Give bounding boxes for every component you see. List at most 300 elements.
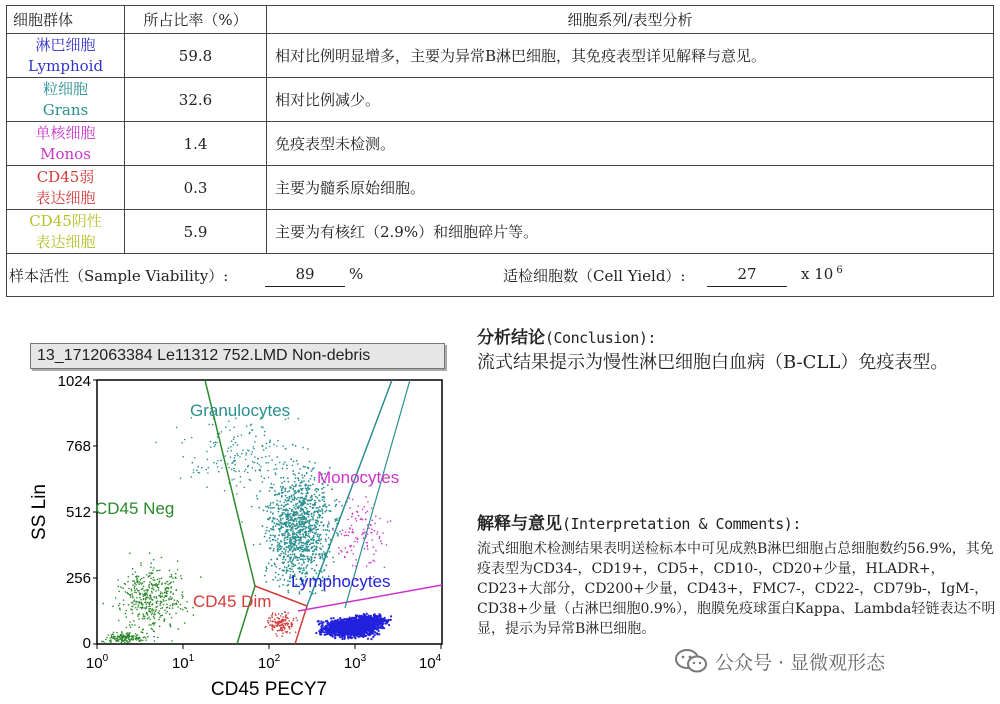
scatter-point (273, 522, 275, 524)
scatter-point (162, 615, 164, 617)
scatter-point (285, 549, 287, 551)
scatter-point (271, 615, 273, 617)
scatter-point (300, 558, 302, 560)
scatter-point (275, 494, 277, 496)
scatter-point (363, 529, 365, 531)
scatter-point (319, 517, 321, 519)
scatter-point (268, 563, 270, 565)
scatter-point (273, 507, 275, 509)
scatter-point (313, 514, 315, 516)
scatter-point (272, 525, 274, 527)
scatter-point (295, 477, 297, 479)
scatter-point (377, 531, 379, 533)
scatter-point (285, 631, 287, 633)
scatter-point (332, 528, 334, 530)
scatter-point (258, 464, 260, 466)
scatter-point (308, 480, 310, 482)
scatter-point (376, 632, 378, 634)
scatter-point (155, 610, 157, 612)
scatter-point (312, 531, 314, 533)
scatter-point (252, 467, 254, 469)
scatter-point (373, 553, 375, 555)
scatter-point (267, 620, 269, 622)
scatter-point (126, 640, 128, 642)
scatter-point (134, 586, 136, 588)
scatter-point (367, 533, 369, 535)
scatter-point (297, 507, 299, 509)
scatter-point (139, 602, 141, 604)
scatter-point (305, 488, 307, 490)
flow-cytometry-plot (15, 338, 445, 704)
scatter-point (129, 641, 131, 643)
plot-title: 13_1712063384 Le11312 752.LMD Non-debris (30, 343, 445, 369)
viability-unit: % (349, 265, 364, 283)
scatter-point (314, 569, 316, 571)
scatter-point (302, 542, 304, 544)
scatter-point (313, 507, 315, 509)
scatter-point (273, 468, 275, 470)
scatter-point (282, 632, 284, 634)
scatter-point (276, 500, 278, 502)
scatter-point (279, 568, 281, 570)
scatter-point (355, 518, 357, 520)
scatter-point (281, 623, 283, 625)
scatter-point (169, 570, 171, 572)
scatter-point (277, 545, 279, 547)
scatter-point (274, 518, 276, 520)
scatter-point (141, 578, 143, 580)
scatter-point (347, 535, 349, 537)
scatter-point (308, 485, 310, 487)
scatter-point (245, 459, 247, 461)
scatter-point (374, 561, 376, 563)
scatter-point (217, 466, 219, 468)
scatter-point (136, 609, 138, 611)
scatter-point (292, 550, 294, 552)
scatter-point (307, 504, 309, 506)
scatter-point (357, 624, 359, 626)
scatter-point (147, 594, 149, 596)
scatter-point (278, 625, 280, 627)
scatter-point (134, 591, 136, 593)
scatter-point (272, 621, 274, 623)
scatter-point (153, 616, 155, 618)
scatter-point (129, 621, 131, 623)
scatter-point (286, 530, 288, 532)
scatter-point (138, 604, 140, 606)
scatter-point (159, 625, 161, 627)
scatter-point (112, 605, 114, 607)
scatter-point (294, 513, 296, 515)
scatter-point (139, 582, 141, 584)
scatter-point (305, 518, 307, 520)
scatter-point (239, 456, 241, 458)
x-axis-label: CD45 PECY7 (210, 679, 328, 700)
scatter-point (154, 585, 156, 587)
scatter-point (310, 478, 312, 480)
population-name-en: 表达细胞 (35, 232, 96, 251)
scatter-point (274, 536, 276, 538)
scatter-point (292, 536, 294, 538)
scatter-point (151, 583, 153, 585)
scatter-point (348, 531, 350, 533)
scatter-point (355, 619, 357, 621)
scatter-point (154, 596, 156, 598)
scatter-point (255, 435, 257, 437)
scatter-point (231, 479, 233, 481)
scatter-point (136, 582, 138, 584)
scatter-point (122, 587, 124, 589)
scatter-point (271, 459, 273, 461)
scatter-point (380, 540, 382, 542)
scatter-point (167, 587, 169, 589)
scatter-point (228, 467, 230, 469)
scatter-point (298, 532, 300, 534)
scatter-point (106, 637, 108, 639)
scatter-point (374, 621, 376, 623)
scatter-point (278, 630, 280, 632)
scatter-point (279, 549, 281, 551)
scatter-point (111, 637, 113, 639)
scatter-point (152, 572, 154, 574)
scatter-point (163, 604, 165, 606)
scatter-point (293, 505, 295, 507)
scatter-point (289, 545, 291, 547)
scatter-point (273, 529, 275, 531)
scatter-point (152, 587, 154, 589)
scatter-point (133, 635, 135, 637)
scatter-point (241, 521, 243, 523)
scatter-point (355, 616, 357, 618)
scatter-point (341, 505, 343, 507)
scatter-point (383, 619, 385, 621)
scatter-point (377, 623, 379, 625)
scatter-point (365, 512, 367, 514)
scatter-point (331, 488, 333, 490)
scatter-point (270, 620, 272, 622)
scatter-point (261, 457, 263, 459)
scatter-point (325, 540, 327, 542)
scatter-point (180, 477, 182, 479)
scatter-point (136, 592, 138, 594)
scatter-point (308, 530, 310, 532)
scatter-point (319, 525, 321, 527)
scatter-point (127, 581, 129, 583)
table-row (7, 210, 994, 254)
viability-value: 89 (265, 265, 345, 287)
scatter-point (253, 544, 255, 546)
scatter-point (122, 635, 124, 637)
scatter-point (169, 576, 171, 578)
scatter-point (256, 495, 258, 497)
scatter-point (235, 442, 237, 444)
population-percentage: 1.4 (125, 122, 267, 166)
scatter-point (293, 494, 295, 496)
scatter-point (312, 468, 314, 470)
scatter-point (184, 622, 186, 624)
scatter-point (171, 617, 173, 619)
scatter-point (327, 526, 329, 528)
scatter-point (150, 567, 152, 569)
scatter-point (208, 424, 210, 426)
scatter-point (142, 640, 144, 642)
scatter-point (192, 462, 194, 464)
scatter-point (336, 519, 338, 521)
scatter-point (317, 497, 319, 499)
scatter-point (219, 433, 221, 435)
scatter-point (315, 532, 317, 534)
scatter-point (151, 613, 153, 615)
scatter-point (142, 628, 144, 630)
population-description: 相对比例明显增多，主要为异常B淋巴细胞，其免疫表型详见解释与意见。 (267, 34, 994, 78)
population-name-en: Grans (42, 100, 89, 119)
scatter-point (287, 521, 289, 523)
scatter-point (149, 552, 151, 554)
scatter-point (346, 534, 348, 536)
scatter-point (304, 543, 306, 545)
scatter-point (319, 557, 321, 559)
scatter-point (267, 518, 269, 520)
scatter-point (283, 523, 285, 525)
scatter-point (338, 553, 340, 555)
scatter-point (370, 562, 372, 564)
scatter-point (303, 562, 305, 564)
scatter-point (371, 619, 373, 621)
scatter-point (281, 627, 283, 629)
scatter-point (177, 560, 179, 562)
scatter-point (247, 466, 249, 468)
y-tick-label: 768 (65, 438, 91, 455)
scatter-point (265, 533, 267, 535)
scatter-point (224, 490, 226, 492)
scatter-point (373, 546, 375, 548)
scatter-point (311, 475, 313, 477)
scatter-point (294, 497, 296, 499)
scatter-point (319, 540, 321, 542)
scatter-point (321, 630, 323, 632)
scatter-point (294, 481, 296, 483)
scatter-point (368, 562, 370, 564)
scatter-point (282, 445, 284, 447)
scatter-point (128, 637, 130, 639)
scatter-point (262, 445, 264, 447)
scatter-point (285, 616, 287, 618)
scatter-point (144, 618, 146, 620)
scatter-point (307, 492, 309, 494)
scatter-point (297, 620, 299, 622)
x-tick-label: $10^1$ (171, 653, 195, 672)
scatter-point (157, 612, 159, 614)
scatter-point (110, 639, 112, 641)
scatter-point (299, 501, 301, 503)
scatter-point (300, 555, 302, 557)
scatter-point (307, 535, 309, 537)
scatter-point (113, 634, 115, 636)
scatter-point (318, 510, 320, 512)
scatter-point (387, 521, 389, 523)
scatter-point (370, 524, 372, 526)
scatter-point (266, 540, 268, 542)
scatter-point (139, 592, 141, 594)
scatter-point (138, 637, 140, 639)
scatter-point (294, 555, 296, 557)
scatter-point (132, 613, 134, 615)
scatter-point (361, 629, 363, 631)
scatter-point (286, 542, 288, 544)
scatter-point (135, 603, 137, 605)
scatter-point (254, 462, 256, 464)
scatter-point (328, 510, 330, 512)
scatter-point (320, 538, 322, 540)
interpretation-title (477, 512, 997, 536)
scatter-point (164, 618, 166, 620)
scatter-point (298, 567, 300, 569)
scatter-point (362, 509, 364, 511)
population-name-en: Monos (40, 144, 91, 163)
scatter-point (344, 535, 346, 537)
scatter-point (293, 565, 295, 567)
scatter-point (320, 522, 322, 524)
scatter-point (364, 531, 366, 533)
scatter-point (277, 549, 279, 551)
scatter-point (282, 575, 284, 577)
scatter-point (284, 539, 286, 541)
scatter-point (314, 462, 316, 464)
scatter-point (164, 583, 166, 585)
scatter-point (171, 576, 173, 578)
scatter-point (376, 533, 378, 535)
scatter-point (294, 490, 296, 492)
scatter-point (281, 630, 283, 632)
scatter-point (378, 618, 380, 620)
scatter-point (311, 568, 313, 570)
scatter-point (149, 587, 151, 589)
scatter-point (187, 611, 189, 613)
scatter-point (386, 622, 388, 624)
scatter-point (338, 547, 340, 549)
scatter-point (102, 603, 104, 605)
scatter-point (157, 600, 159, 602)
scatter-point (182, 456, 184, 458)
scatter-point (273, 444, 275, 446)
scatter-point (378, 633, 380, 635)
scatter-point (286, 518, 288, 520)
scatter-point (285, 559, 287, 561)
scatter-point (150, 562, 152, 564)
scatter-point (140, 607, 142, 609)
scatter-point (265, 447, 267, 449)
scatter-point (171, 640, 173, 642)
scatter-point (366, 620, 368, 622)
conclusion-title-cn: 分析结论 (477, 328, 545, 348)
population-name-en: Lymphoid (27, 56, 104, 75)
scatter-point (283, 463, 285, 465)
scatter-point (307, 539, 309, 541)
scatter-point (309, 550, 311, 552)
scatter-point (272, 518, 274, 520)
scatter-point (276, 456, 278, 458)
scatter-point (276, 504, 278, 506)
scatter-point (341, 624, 343, 626)
scatter-point (368, 618, 370, 620)
scatter-point (290, 525, 292, 527)
scatter-point (372, 636, 374, 638)
scatter-point (335, 505, 337, 507)
scatter-point (287, 580, 289, 582)
watermark (675, 646, 885, 676)
scatter-point (332, 557, 334, 559)
scatter-point (299, 500, 301, 502)
scatter-point (291, 527, 293, 529)
scatter-point (153, 577, 155, 579)
scatter-point (266, 510, 268, 512)
scatter-point (281, 514, 283, 516)
scatter-point (160, 591, 162, 593)
scatter-point (296, 523, 298, 525)
scatter-point (158, 619, 160, 621)
scatter-point (166, 595, 168, 597)
scatter-point (296, 532, 298, 534)
scatter-point (275, 474, 277, 476)
scatter-point (123, 599, 125, 601)
scatter-point (117, 636, 119, 638)
scatter-point (372, 560, 374, 562)
scatter-point (313, 512, 315, 514)
scatter-point (136, 597, 138, 599)
table-header-row (7, 6, 994, 34)
scatter-point (221, 431, 223, 433)
scatter-point (357, 538, 359, 540)
scatter-point (367, 548, 369, 550)
scatter-point (363, 615, 365, 617)
scatter-point (300, 510, 302, 512)
conclusion-text: 流式结果提示为慢性淋巴细胞白血病（B-CLL）免疫表型。 (477, 352, 949, 373)
scatter-point (293, 507, 295, 509)
scatter-point (303, 480, 305, 482)
scatter-point (244, 487, 246, 489)
scatter-point (332, 529, 334, 531)
scatter-point (153, 636, 155, 638)
scatter-point (302, 559, 304, 561)
scatter-point (215, 441, 217, 443)
scatter-point (295, 445, 297, 447)
population-name-cn: 粒细胞 (42, 79, 88, 98)
scatter-point (208, 467, 210, 469)
scatter-point (290, 513, 292, 515)
scatter-point (322, 546, 324, 548)
scatter-point (302, 547, 304, 549)
scatter-point (320, 634, 322, 636)
scatter-point (277, 617, 279, 619)
scatter-point (275, 525, 277, 527)
scatter-point (156, 596, 158, 598)
scatter-point (374, 634, 376, 636)
scatter-point (359, 627, 361, 629)
scatter-point (304, 484, 306, 486)
scatter-point (334, 637, 336, 639)
scatter-point (290, 556, 292, 558)
scatter-point (177, 569, 179, 571)
conclusion-title-en: (Conclusion): (545, 329, 656, 347)
scatter-point (284, 533, 286, 535)
scatter-point (151, 592, 153, 594)
scatter-point (151, 609, 153, 611)
scatter-point (131, 593, 133, 595)
scatter-point (341, 551, 343, 553)
scatter-point (233, 468, 235, 470)
scatter-point (364, 623, 366, 625)
scatter-point (154, 612, 156, 614)
